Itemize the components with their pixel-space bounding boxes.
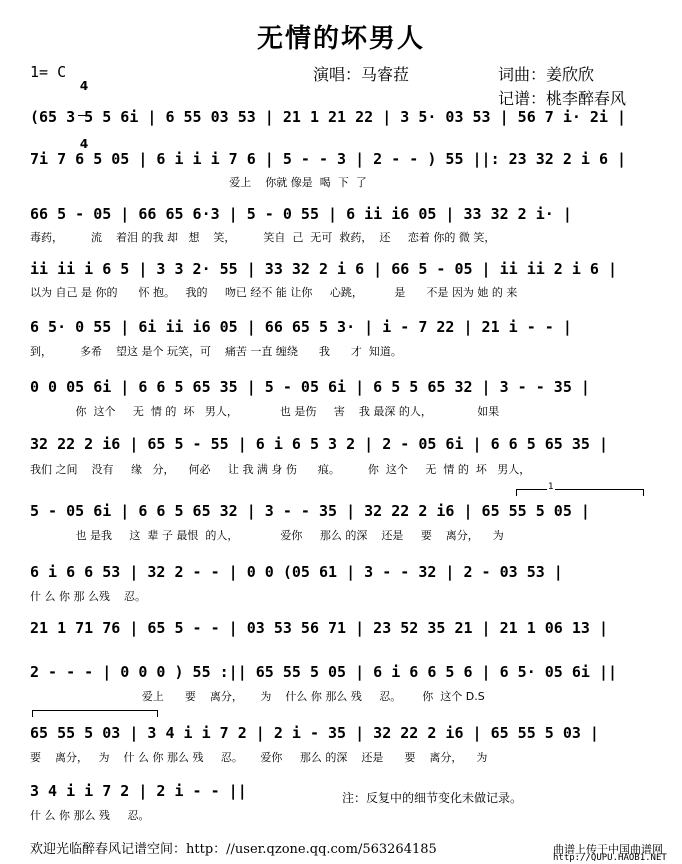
singer-credit: 演唱：马睿菈 [313, 65, 410, 84]
score-line-3-notes: 66 5 - 05 | 66 65 6·3 | 5 - 0 55 | 6 ii i6 05 | 33 32 2 i· | [30, 205, 572, 223]
score-line-5-notes: 6 5· 0 55 | 6i ii i6 05 | 66 65 5 3· | i - 7 22 | 21 i - - | [30, 318, 572, 336]
score-line-13-lyrics: 什 么 你 那么 残 忍。 [30, 809, 150, 822]
score-line-9-lyrics: 什 么 你 那 么残 忍。 [30, 590, 146, 603]
composer-credit: 词曲：姜欣欣 [498, 65, 595, 84]
score-line-7-lyrics: 我们 之间 没有 缘 分， 何必 让 我 满 身 伤 痕。 你 这个 无 情 的 坏 男人， [30, 463, 531, 476]
score-line-13-notes: 3 4 i i 7 2 | 2 i - - || [30, 782, 247, 800]
score-line-8-notes: 5 - 05 6i | 6 6 5 65 32 | 3 - - 35 | 32 22 2 i6 | 65 55 5 05 | [30, 502, 590, 520]
score-line-4-notes: ii ii i 6 5 | 3 3 2· 55 | 33 32 2 i 6 | 66 5 - 05 | ii ii 2 i 6 | [30, 260, 617, 278]
volta-bracket [516, 482, 644, 496]
score-line-12-notes: 65 55 5 03 | 3 4 i i 7 2 | 2 i - 35 | 32 22 2 i6 | 65 55 5 03 | [30, 724, 599, 742]
score-line-4-lyrics: 以为 自己 是 你的 怀 抱。 我的 吻已 经不 能 让你 心跳， 是 不是 因为 她 的 来 [30, 286, 518, 299]
watermark-text: 曲谱上传于中国曲谱网 [553, 843, 663, 856]
score-line-12-lyrics: 要 离分， 为 什 么 你 那么 残 忍。 爱你 那么 的深 还是 要 离分， 为 [30, 751, 488, 764]
score-line-9-notes: 6 i 6 6 53 | 32 2 - - | 0 0 (05 61 | 3 - - 32 | 2 - 03 53 | [30, 563, 563, 581]
score-line-3-lyrics: 毒药， 流 着泪 的我 却 想 笑， 笑自 己 无可 救药， 还 恋着 你的 微 笑， [30, 231, 496, 244]
volta-number: 1 [548, 482, 554, 492]
score-line-6-notes: 0 0 05 6i | 6 6 5 65 35 | 5 - 05 6i | 6 5 5 65 32 | 3 - - 35 | [30, 378, 590, 396]
score-line-10-notes: 21 1 71 76 | 65 5 - - | 03 53 56 71 | 23 52 35 21 | 21 1 06 13 | [30, 619, 608, 637]
score-line-2-notes: 7i 7 6 5 05 | 6 i i i 7 6 | 5 - - 3 | 2 - - ) 55 ||: 23 32 2 i 6 | [30, 150, 627, 168]
footnote: 注：反复中的细节变化未做记录。 [342, 791, 523, 805]
score-line-11-lyrics: 爱上 要 离分， 为 什么 你 那么 残 忍。 你 这个 D.S [30, 690, 485, 703]
score-line-6-lyrics: 你 这个 无 情 的 坏 男人， 也 是伤 害 我 最深 的人， 如果 [30, 405, 500, 418]
score-line-5-lyrics: 到， 多希 望这 是个 玩笑，可 痛苦 一直 缠绕 我 才 知道。 [30, 345, 402, 358]
score-line-11-notes: 2 - - - | 0 0 0 ) 55 :|| 65 55 5 05 | 6 i 6 6 5 6 | 6 5· 05 6i || [30, 663, 617, 681]
score-line-8-lyrics: 也 是我 这 辈 子 最恨 的人， 爱你 那么 的深 还是 要 离分， 为 [30, 529, 504, 542]
time-signature-numerator: 4 [79, 79, 89, 93]
footer-text: 欢迎光临醉春风记谱空间：http：//user.qzone.qq.com/563264185 [30, 842, 437, 857]
score-line-7-notes: 32 22 2 i6 | 65 5 - 55 | 6 i 6 5 3 2 | 2 - 05 6i | 6 6 5 65 35 | [30, 435, 608, 453]
key-signature: 1= C [30, 63, 67, 81]
transcriber-credit: 记谱：桃李醉春风 [498, 89, 627, 108]
song-title: 无情的坏男人 [256, 24, 425, 54]
volta-bracket-2 [32, 710, 158, 717]
score-line-1-notes: (65 3 5 5 6i | 6 55 03 53 | 21 1 21 22 | 3 5· 03 53 | 56 7 i· 2i | [30, 108, 627, 126]
score-line-2-lyrics: 爱上 你就 像是 喝 下 了 [30, 176, 367, 189]
time-signature-denominator: 4 [79, 137, 89, 151]
watermark-url: http://QUPU.HAOB1.NET [553, 853, 667, 863]
